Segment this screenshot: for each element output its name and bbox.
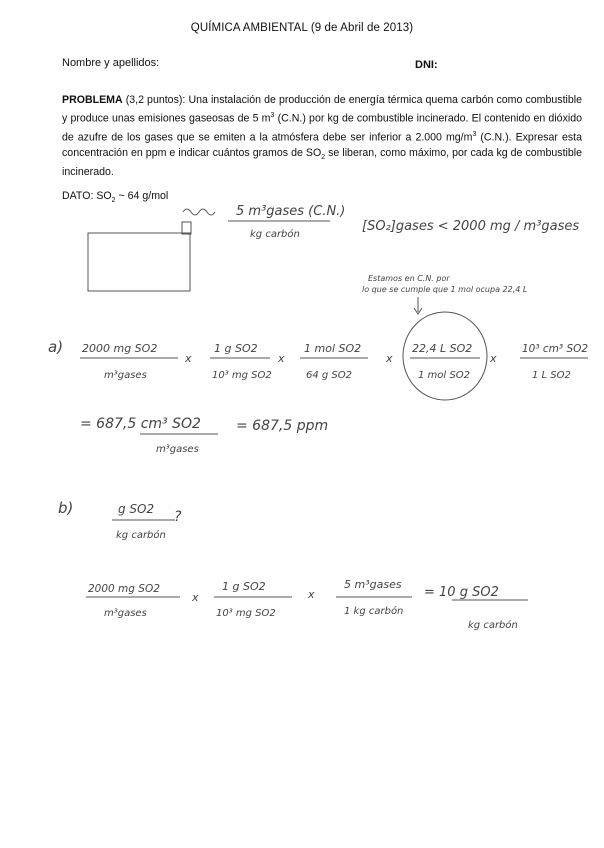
b-times-2: x [308,588,315,601]
b-f3-num: 5 m³gases [344,578,402,591]
problem-text-2: (C.N.) por kg de combustible incinerado. El contenido en dióxido de azufre de los gases que se emiten a la atmósfera debe ser inferior a 2.000 mg/m [62,112,583,144]
problem-heading: PROBLEMA [62,94,123,106]
molar-volume-circle [403,312,487,400]
a-times-2: x [278,352,285,365]
dato-suffix: ~ 64 g/mol [115,190,169,202]
a-f3-den: 64 g SO2 [306,370,353,381]
part-b-label: b) [58,499,74,517]
note-line-1: Estamos en C.N. por [368,274,450,283]
b-f2-den: 10³ mg SO2 [216,608,276,619]
a-f4-num: 22,4 L SO2 [412,342,473,355]
b-result-den: kg carbón [468,620,518,631]
name-label: Nombre y apellidos: [62,57,160,69]
top-fraction-num: 5 m³gases (C.N.) [236,204,346,219]
a-f5-num: 10³ cm³ SO2 [522,343,589,355]
b-times-1: x [192,591,199,604]
problem-text-4: se liberan, como máximo, por cada kg de combustible incinerado. [62,146,583,179]
furnace-sketch [88,233,190,291]
a-f3-num: 1 mol SO2 [304,342,362,355]
page-title: QUÍMICA AMBIENTAL (9 de Abril de 2013) [190,22,414,34]
a-times-4: x [490,352,497,365]
a-f4-den: 1 mol SO2 [418,370,470,381]
a-f1-den: m³gases [104,370,147,381]
problem-sub-1: 2 [321,154,326,162]
problem-text-1: Una instalación de producción de energía térmica quema carbón como combustible y produce unas emisiones gaseosas de 5 m [62,94,582,125]
problem-text-3: (C.N.). Expresar esta concentración en ppm e indicar cuántos gramos de SO [62,131,582,159]
a-times-1: x [185,352,192,365]
chimney-sketch [182,222,191,234]
problem-sup-1: 3 [270,112,275,120]
dato-sub: 2 [111,197,116,205]
note-line-2: lo que se cumple que 1 mol ocupa 22,4 L [362,285,528,294]
b-question-den: kg carbón [116,530,166,541]
dni-label: DNI: [415,59,438,71]
b-result-num: = 10 g SO2 [424,585,499,600]
dato-prefix: DATO: SO [62,190,112,202]
a-result-den: m³gases [156,444,199,455]
a-f2-num: 1 g SO2 [214,342,258,355]
a-result-num: = 687,5 cm³ SO2 [80,416,201,432]
so2-limit: [SO₂]gases < 2000 mg / m³gases [362,219,580,234]
part-a-label: a) [48,338,64,356]
a-times-3: x [386,352,393,365]
a-ppm-result: = 687,5 ppm [236,418,329,434]
top-fraction-den: kg carbón [250,229,300,240]
a-f1-num: 2000 mg SO2 [82,342,158,355]
b-question-mark: ? [174,509,182,525]
smoke-scribble [183,209,215,215]
b-f3-den: 1 kg carbón [344,606,404,617]
a-f2-den: 10³ mg SO2 [212,370,272,381]
problem-sup-2: 3 [472,131,477,139]
b-f1-num: 2000 mg SO2 [88,583,160,595]
b-question-num: g SO2 [118,502,155,516]
b-f1-den: m³gases [104,608,147,619]
problem-points: (3,2 puntos): [125,94,186,106]
b-f2-num: 1 g SO2 [222,580,266,593]
a-f5-den: 1 L SO2 [532,370,571,381]
